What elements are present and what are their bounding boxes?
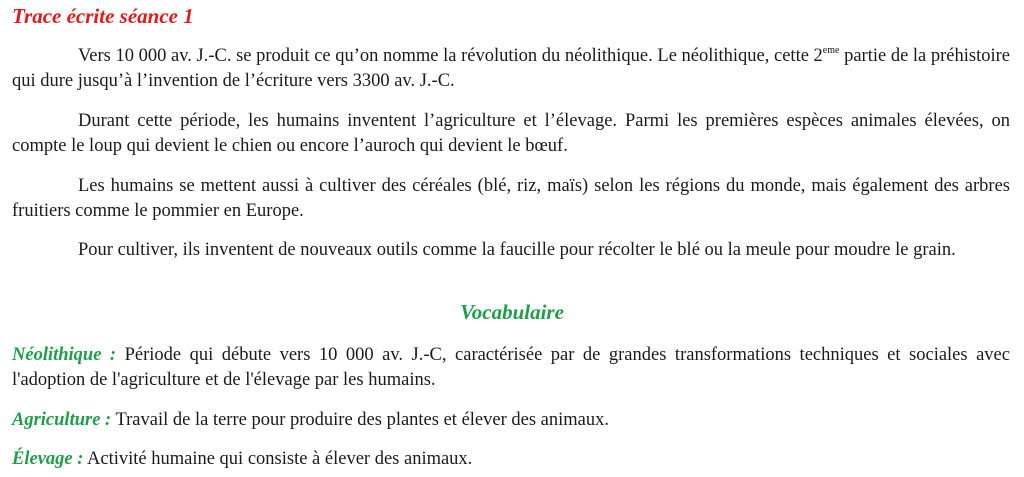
paragraph-4 bbox=[12, 238, 1010, 263]
vocab-term: Élevage : bbox=[12, 449, 84, 469]
vocab-term: Néolithique : bbox=[12, 345, 117, 365]
paragraph-1 bbox=[12, 44, 1010, 94]
paragraph-1-text: Vers 10 000 av. J.-C. se produit ce qu’on nomme la révolution du néolithique. Le néolithique, cette 2 bbox=[78, 46, 823, 66]
vocab-term: Agriculture : bbox=[12, 410, 112, 430]
vocab-definition: Travail de la terre pour produire des plantes et élever des animaux. bbox=[111, 410, 609, 430]
vocabulary-heading: Vocabulaire bbox=[460, 300, 564, 324]
vocab-definition: Activité humaine qui consiste à élever des animaux. bbox=[83, 449, 473, 469]
paragraph-4-text: Pour cultiver, ils inventent de nouveaux outils comme la faucille pour récolter le blé ou la meule pour moudre le grain. bbox=[78, 240, 956, 260]
vocab-definition: Période qui débute vers 10 000 av. J.-C, caractérisée par de grandes transformations techniques et sociales avec l'adoption de l'agriculture et de l'élevage par les humains. bbox=[12, 345, 1010, 390]
paragraph-3 bbox=[12, 174, 1010, 224]
paragraph-2-text: Durant cette période, les humains inventent l’agriculture et l’élevage. Parmi les premières espèces animales élevées, on compte le loup qui devient le chien ou encore l’auroch qui devient le bœuf. bbox=[12, 111, 1010, 156]
paragraph-1-text-end: partie de la préhistoire qui dure jusqu’à l’invention de l’écriture vers 3300 av. J.-C. bbox=[12, 46, 1010, 91]
vocab-entry-agriculture bbox=[12, 408, 1010, 433]
vocab-entry-neolithique bbox=[12, 343, 1010, 393]
paragraph-2 bbox=[12, 109, 1010, 159]
ordinal-superscript: eme bbox=[822, 45, 840, 56]
page-title: Trace écrite séance 1 bbox=[12, 4, 194, 28]
vocab-entry-elevage bbox=[12, 447, 1010, 472]
paragraph-3-text: Les humains se mettent aussi à cultiver des céréales (blé, riz, maïs) selon les régions du monde, mais également des arbres fruitiers comme le pommier en Europe. bbox=[12, 176, 1010, 221]
